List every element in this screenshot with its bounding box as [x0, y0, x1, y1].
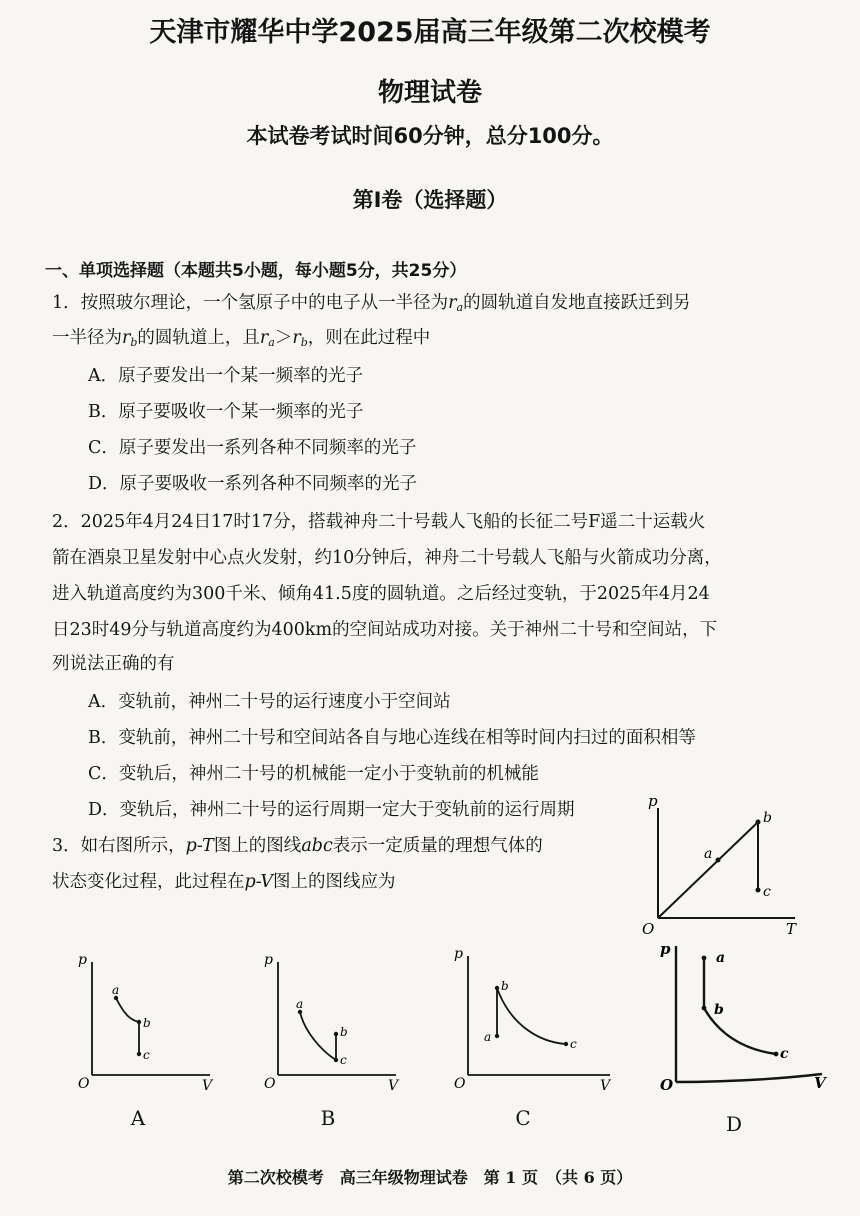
choice-b-y-label: p: [264, 952, 273, 968]
choice-a-label-b: b: [143, 1016, 151, 1030]
choice-b-label[interactable]: B: [320, 1106, 336, 1130]
choice-d-label[interactable]: D: [725, 1112, 743, 1136]
q2-option-c: C．变轨后，神州二十号的机械能一定小于变轨前的机械能: [88, 764, 539, 784]
choice-c-point-c: [564, 1042, 568, 1046]
q2-stem-line-2: 箭在酒泉卫星发射中心点火发射，约10分钟后，神舟二十号载人飞船与火箭成功分离，: [52, 548, 722, 568]
choice-a-x-label: V: [202, 1078, 213, 1090]
choice-d-point-b: [702, 1006, 707, 1011]
choice-d-origin: O: [660, 1076, 674, 1094]
q2-option-b: B．变轨前，神州二十号和空间站各自与地心连线在相等时间内扫过的面积相等: [88, 728, 696, 748]
choice-d-pv-diagram: [652, 936, 832, 1096]
section-heading: 一、单项选择题（本题共5小题，每小题5分，共25分）: [45, 261, 467, 281]
choice-a-label-a: a: [112, 983, 120, 997]
exam-title: 天津市耀华中学2025届高三年级第二次校模考: [149, 17, 711, 48]
choice-c-label-a: a: [484, 1030, 492, 1044]
choice-a-origin: O: [78, 1076, 90, 1090]
q2-option-d: D．变轨后，神州二十号的运行周期一定大于变轨前的运行周期: [88, 800, 575, 820]
choice-a-pv-diagram: [72, 950, 222, 1090]
choice-b-label-b: b: [340, 1025, 348, 1039]
choice-b-point-b: [334, 1032, 338, 1036]
choice-b-origin: O: [264, 1076, 276, 1090]
choice-c-x-label: V: [600, 1078, 611, 1090]
choice-d-point-a: [702, 956, 707, 961]
choice-d-y-label: p: [660, 940, 671, 958]
choice-b-pv-diagram: [258, 950, 408, 1090]
choice-d-label-c: c: [780, 1046, 789, 1062]
choice-b-point-c: [334, 1058, 338, 1062]
pt-x-label: T: [786, 920, 797, 938]
q1-stem-line-2: 一半径为$r_b$的圆轨道上，且$r_a>r_b$，则在此过程中: [52, 328, 431, 349]
choice-c-label-b: b: [501, 979, 509, 993]
volume-title: 第Ⅰ卷（选择题）: [352, 188, 508, 212]
pt-point-a: [716, 858, 721, 863]
choice-c-label[interactable]: C: [515, 1106, 531, 1130]
choice-c-label-c: c: [570, 1037, 577, 1051]
q1-option-a: A．原子要发出一个某一频率的光子: [88, 366, 364, 386]
q3-stem-line-2: 状态变化过程，此过程在p-V图上的图线应为: [52, 872, 396, 892]
q2-stem-line-1: 2．2025年4月24日17时17分，搭载神舟二十号载人飞船的长征二号F遥二十运载火: [52, 512, 706, 532]
pt-origin-label: O: [642, 920, 655, 938]
choice-d-point-c: [774, 1052, 779, 1057]
choice-b-x-label: V: [388, 1078, 399, 1090]
choice-a-label[interactable]: A: [130, 1106, 146, 1130]
q2-stem-line-4: 日23时49分与轨道高度约为400km的空间站成功对接。关于神州二十号和空间站，下: [52, 620, 718, 640]
q1-option-b: B．原子要吸收一个某一频率的光子: [88, 402, 364, 422]
q2-stem-line-3: 进入轨道高度约为300千米、倾角41.5度的圆轨道。之后经过变轨，于2025年4月24: [52, 584, 710, 604]
choice-c-y-label: p: [454, 946, 463, 962]
choice-c-curve-bc: [497, 988, 566, 1044]
choice-d-x-label: V: [814, 1074, 826, 1092]
pt-label-c: c: [763, 884, 771, 900]
choice-d-label-b: b: [714, 1002, 724, 1018]
choice-c-point-b: [495, 986, 499, 990]
q2-stem-line-5: 列说法正确的有: [52, 654, 175, 674]
page-footer: 第二次校模考 高三年级物理试卷 第 1 页 （共 6 页）: [227, 1168, 633, 1187]
q3-pt-diagram: [630, 790, 810, 940]
pt-y-label: p: [648, 792, 658, 810]
pt-label-b: b: [763, 810, 772, 826]
choice-d-label-a: a: [716, 950, 726, 966]
exam-info: 本试卷考试时间60分钟，总分100分。: [246, 124, 614, 148]
choice-b-curve-ac: [300, 1012, 336, 1060]
q2-option-a: A．变轨前，神州二十号的运行速度小于空间站: [88, 692, 451, 712]
pt-point-b: [756, 820, 761, 825]
choice-a-y-label: p: [78, 952, 87, 968]
choice-d-x-axis: [676, 1074, 822, 1082]
choice-a-point-b: [137, 1020, 141, 1024]
q3-stem-line-1: 3．如右图所示，p-T图上的图线abc表示一定质量的理想气体的: [52, 836, 543, 856]
choice-c-origin: O: [454, 1076, 466, 1090]
choice-b-label-c: c: [340, 1053, 347, 1067]
choice-c-point-a: [495, 1034, 499, 1038]
choice-b-label-a: a: [296, 997, 304, 1011]
choice-a-curve-ab: [116, 998, 139, 1022]
choice-a-label-c: c: [143, 1048, 150, 1062]
q1-option-d: D．原子要吸收一系列各种不同频率的光子: [88, 474, 418, 494]
choice-c-pv-diagram: [450, 944, 620, 1090]
q1-stem-line-1: 1．按照玻尔理论，一个氢原子中的电子从一半径为$r_a$的圆轨道自发地直接跃迁到另: [52, 293, 691, 314]
pt-label-a: a: [704, 846, 713, 862]
exam-subtitle: 物理试卷: [377, 78, 482, 108]
q1-option-c: C．原子要发出一系列各种不同频率的光子: [88, 438, 417, 458]
choice-a-point-c: [137, 1052, 141, 1056]
pt-line-ab: [658, 822, 758, 918]
pt-point-c: [756, 888, 761, 893]
